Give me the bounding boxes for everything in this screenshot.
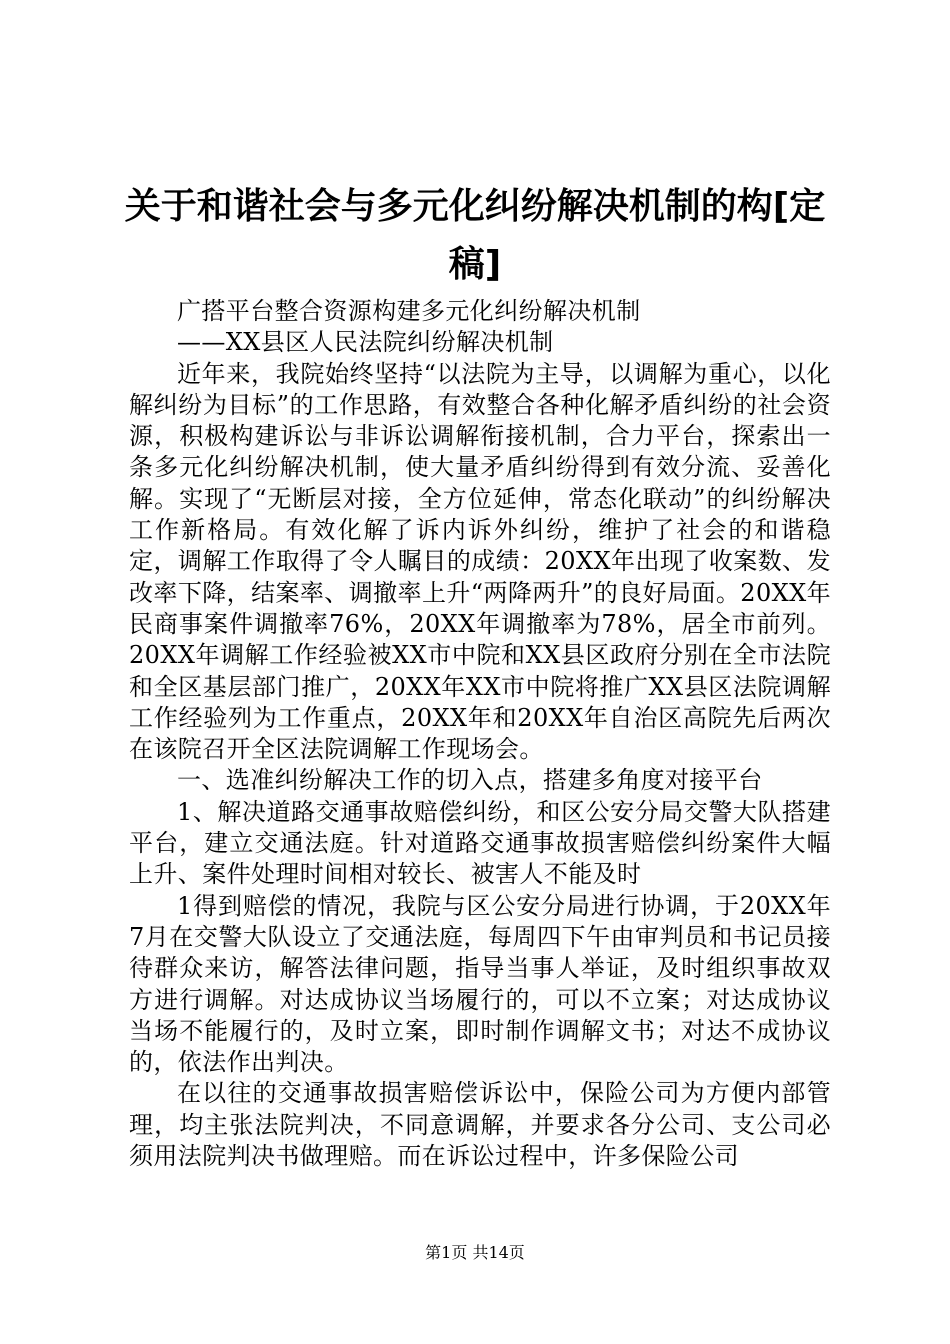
paragraph-traffic-2: 1得到赔偿的情况，我院与区公安分局进行协调，于20XX年7月在交警大队设立了交通法庭，每周四下午由审判员和书记员接待群众来访，解答法律问题，指导当事人举证，及时组织事故双方进行调解。对达成协议当场履行的，可以不立案；对达成协议当场不能履行的，及时立案，即时制作调解文书；对达不成协议的，依法作出判决。 [129,891,831,1077]
paragraph-insurance: 在以往的交通事故损害赔偿诉讼中，保险公司为方便内部管理，均主张法院判决，不同意调解，并要求各分公司、支公司必须用法院判决书做理赔。而在诉讼过程中，许多保险公司 [129,1079,831,1171]
document-title: 关于和谐社会与多元化纠纷解决机制的构[定稿] [124,186,826,285]
subtitle-1: 广搭平台整合资源构建多元化纠纷解决机制 [177,297,641,325]
paragraph-traffic-1: 1、解决道路交通事故赔偿纠纷，和区公安分局交警大队搭建平台，建立交通法庭。针对道路交通事故损害赔偿纠纷案件大幅上升、案件处理时间相对较长、被害人不能及时 [129,797,831,889]
page-footer: 第1页 共14页 [425,1243,525,1262]
subtitle-2: ——XX县区人民法院纠纷解决机制 [177,328,554,357]
document-body [129,296,831,1172]
paragraph-intro: 近年来，我院始终坚持“以法院为主导，以调解为重心，以化解纠纷为目标”的工作思路，有效整合各种化解矛盾纠纷的社会资源，积极构建诉讼与非诉讼调解衔接机制，合力平台，探索出一条多元化纠纷解决机制，使大量矛盾纠纷得到有效分流、妥善化解。实现了“无断层对接，全方位延伸，常态化联动”的纠纷解决工作新格局。有效化解了诉内诉外纠纷，维护了社会的和谐稳定，调解工作取得了令人瞩目的成绩：20XX年出现了收案数、发改率下降，结案率、调撤率上升“两降两升”的良好局面。20XX年民商事案件调撤率76%，20XX年调撤率为78%，居全市前列。20XX年调解工作经验被XX市中院和XX县区政府分别在全市法院和全区基层部门推广，20XX年XX市中院将推广XX县区法院调解工作经验列为工作重点，20XX年和20XX年自治区高院先后两次在该院召开全区法院调解工作现场会。 [129,359,831,764]
section-heading-1: 一、选准纠纷解决工作的切入点，搭建多角度对接平台 [177,766,763,795]
